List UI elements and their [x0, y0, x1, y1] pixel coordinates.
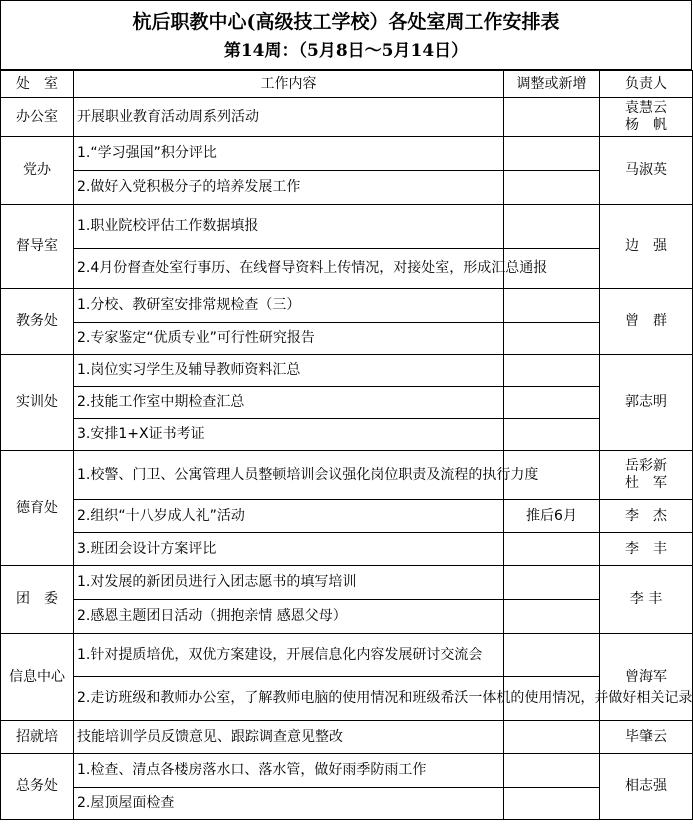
person-name: 杜 军	[625, 475, 667, 491]
person-cell: 毕肇云	[600, 721, 693, 754]
task-cell: 1.检查、清点各楼房落水口、落水管，做好雨季防雨工作	[74, 754, 504, 788]
person-cell: 曾 群	[600, 289, 693, 355]
adjust-cell: 推后6月	[504, 500, 600, 533]
header-dept: 处 室	[1, 71, 74, 98]
person-cell: 郭志明	[600, 355, 693, 451]
person-cell: 李 丰	[600, 566, 693, 634]
table-row	[1, 171, 693, 205]
task-cell: 2.屋顶屋面检查	[74, 788, 504, 820]
person-name: 岳彩新	[625, 458, 667, 474]
adjust-cell	[504, 98, 600, 137]
person-cell: 李 丰	[600, 533, 693, 566]
dept-cell: 办公室	[1, 98, 74, 137]
adjust-cell	[504, 419, 600, 451]
adjust-cell	[504, 754, 600, 788]
table-row	[1, 600, 693, 634]
task-cell: 开展职业教育活动周系列活动	[74, 98, 504, 137]
task-cell: 2.感恩主题团日活动（拥抱亲情 感恩父母）	[74, 600, 504, 634]
schedule-table	[0, 70, 693, 820]
task-cell: 1.校警、门卫、公寓管理人员整顿培训会议强化岗位职责及流程的执行力度	[74, 451, 504, 500]
table-row	[1, 634, 693, 677]
table-row	[1, 205, 693, 249]
adjust-cell	[504, 600, 600, 634]
adjust-cell	[504, 323, 600, 355]
dept-cell: 信息中心	[1, 634, 74, 721]
person-name: 袁慧云	[625, 100, 667, 116]
person-cell: 相志强	[600, 754, 693, 820]
task-cell: 1.对发展的新团员进行入团志愿书的填写培训	[74, 566, 504, 600]
adjust-cell	[504, 387, 600, 419]
table-row	[1, 137, 693, 171]
person-name: 杨 帆	[625, 117, 667, 133]
dept-cell: 党办	[1, 137, 74, 205]
table-row	[1, 533, 693, 566]
dept-cell: 督导室	[1, 205, 74, 289]
task-cell: 1.针对提质培优，双优方案建设，开展信息化内容发展研讨交流会	[74, 634, 504, 677]
week-subtitle: 第14周：（5月8日～5月14日）	[223, 41, 469, 61]
person-cell: 李 杰	[600, 500, 693, 533]
person-cell	[600, 451, 693, 500]
table-row	[1, 419, 693, 451]
dept-cell: 总务处	[1, 754, 74, 820]
task-cell: 3.安排1+X证书考证	[74, 419, 504, 451]
table-row	[1, 323, 693, 355]
task-cell: 技能培训学员反馈意见、跟踪调查意见整改	[74, 721, 504, 754]
adjust-cell	[504, 289, 600, 323]
adjust-cell	[504, 205, 600, 249]
header-task: 工作内容	[74, 71, 504, 98]
table-row	[1, 754, 693, 788]
table-row	[1, 355, 693, 387]
person-cell: 曾海军	[600, 634, 693, 721]
table-row	[1, 451, 693, 500]
task-cell: 2.技能工作室中期检查汇总	[74, 387, 504, 419]
person-cell	[600, 98, 693, 137]
task-cell: 1.分校、教研室安排常规检查（三）	[74, 289, 504, 323]
header-adjust: 调整或新增	[504, 71, 600, 98]
task-cell: 2.做好入党积极分子的培养发展工作	[74, 171, 504, 205]
task-cell: 2.4月份督查处室行事历、在线督导资料上传情况，对接处室，形成汇总通报	[74, 249, 504, 289]
task-cell: 1.岗位实习学生及辅导教师资料汇总	[74, 355, 504, 387]
task-cell: 2.走访班级和教师办公室，了解教师电脑的使用情况和班级希沃一体机的使用情况，并做好相关记录	[74, 677, 504, 721]
table-row	[1, 566, 693, 600]
adjust-cell	[504, 355, 600, 387]
table-header-row	[1, 71, 693, 98]
header-person: 负责人	[600, 71, 693, 98]
title-block	[0, 0, 692, 70]
table-row	[1, 721, 693, 754]
task-cell: 2.专家鉴定“优质专业”可行性研究报告	[74, 323, 504, 355]
task-cell: 1.“学习强国”积分评比	[74, 137, 504, 171]
task-cell: 1.职业院校评估工作数据填报	[74, 205, 504, 249]
dept-cell: 德育处	[1, 451, 74, 566]
table-row	[1, 289, 693, 323]
adjust-cell	[504, 533, 600, 566]
adjust-cell	[504, 721, 600, 754]
adjust-cell	[504, 137, 600, 171]
dept-cell: 招就培	[1, 721, 74, 754]
dept-cell: 团 委	[1, 566, 74, 634]
table-row	[1, 677, 693, 721]
table-row	[1, 500, 693, 533]
adjust-cell	[504, 634, 600, 677]
task-cell: 3.班团会设计方案评比	[74, 533, 504, 566]
dept-cell: 教务处	[1, 289, 74, 355]
dept-cell: 实训处	[1, 355, 74, 451]
table-row	[1, 788, 693, 820]
page-title: 杭后职教中心(高级技工学校）各处室周工作安排表	[132, 11, 560, 33]
adjust-cell	[504, 566, 600, 600]
table-row	[1, 98, 693, 137]
person-cell: 边 强	[600, 205, 693, 289]
adjust-cell	[504, 171, 600, 205]
task-cell: 2.组织“十八岁成人礼”活动	[74, 500, 504, 533]
adjust-cell	[504, 788, 600, 820]
table-row	[1, 249, 693, 289]
person-cell: 马淑英	[600, 137, 693, 205]
table-row	[1, 387, 693, 419]
